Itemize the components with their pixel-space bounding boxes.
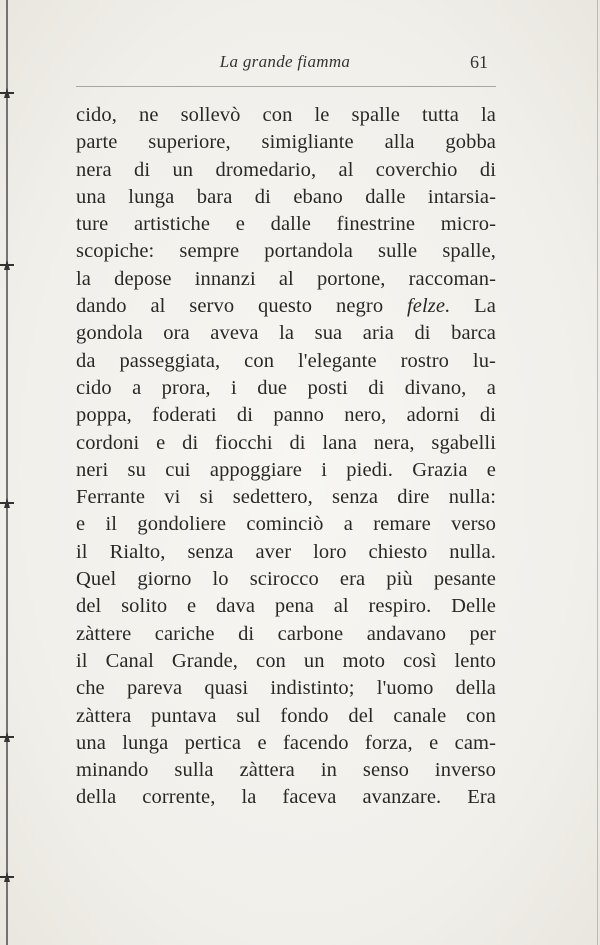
binding-mark xyxy=(0,872,14,882)
text-line: neri su cui appoggiare i piedi. Grazia e xyxy=(76,458,496,481)
text-line: cido a prora, i due posti di divano, a xyxy=(76,376,496,399)
header-rule xyxy=(76,86,496,87)
text-line: il Rialto, senza aver loro chiesto nulla. xyxy=(76,540,496,563)
text-line: zàttere cariche di carbone andavano per xyxy=(76,622,496,645)
text-line: del solito e dava pena al respiro. Delle xyxy=(76,595,496,618)
binding-mark xyxy=(0,88,14,98)
page-header xyxy=(76,50,494,80)
page-number: 61 xyxy=(470,52,488,72)
text-line: della corrente, la faceva avanzare. Era xyxy=(76,786,496,809)
text-line: una lunga bara di ebano dalle intarsia- xyxy=(76,185,496,208)
binding-edge xyxy=(6,0,8,945)
text-line: cordoni e di fiocchi di lana nera, sgabelli xyxy=(76,431,496,454)
text-segment: La xyxy=(474,295,496,318)
page-right-edge xyxy=(597,0,598,945)
binding-mark xyxy=(0,732,14,742)
text-line: la depose innanzi al portone, raccoman- xyxy=(76,267,496,290)
text-line: il Canal Grande, con un moto così lento xyxy=(76,649,496,672)
text-segment: dando al servo questo negro xyxy=(76,295,384,318)
text-line: da passeggiata, con l'elegante rostro lu- xyxy=(76,349,496,372)
text-line: nera di un dromedario, al coverchio di xyxy=(76,158,496,181)
text-line: che pareva quasi indistinto; l'uomo della xyxy=(76,677,496,700)
text-line: Ferrante vi si sedettero, senza dire nulla: xyxy=(76,486,496,509)
binding-mark xyxy=(0,260,14,270)
text-line: zàttera puntava sul fondo del canale con xyxy=(76,704,496,727)
text-line: una lunga pertica e facendo forza, e cam- xyxy=(76,731,496,754)
body-text xyxy=(76,102,496,812)
text-line: parte superiore, simigliante alla gobba xyxy=(76,131,496,154)
text-line: gondola ora aveva la sua aria di barca xyxy=(76,322,496,345)
binding-mark xyxy=(0,498,14,508)
italic-word: felze. xyxy=(407,295,451,318)
text-line: Quel giorno lo scirocco era più pesante xyxy=(76,568,496,591)
text-line: ture artistiche e dalle finestrine micro- xyxy=(76,213,496,236)
text-line: e il gondoliere cominciò a remare verso xyxy=(76,513,496,536)
text-line: scopiche: sempre portandola sulle spalle, xyxy=(76,240,496,263)
text-line-with-italic xyxy=(76,293,496,320)
text-line: minando sulla zàttera in senso inverso xyxy=(76,759,496,782)
text-line: cido, ne sollevò con le spalle tutta la xyxy=(76,104,496,126)
running-title: La grande fiamma xyxy=(219,52,351,71)
text-line: poppa, foderati di panno nero, adorni di xyxy=(76,404,496,427)
